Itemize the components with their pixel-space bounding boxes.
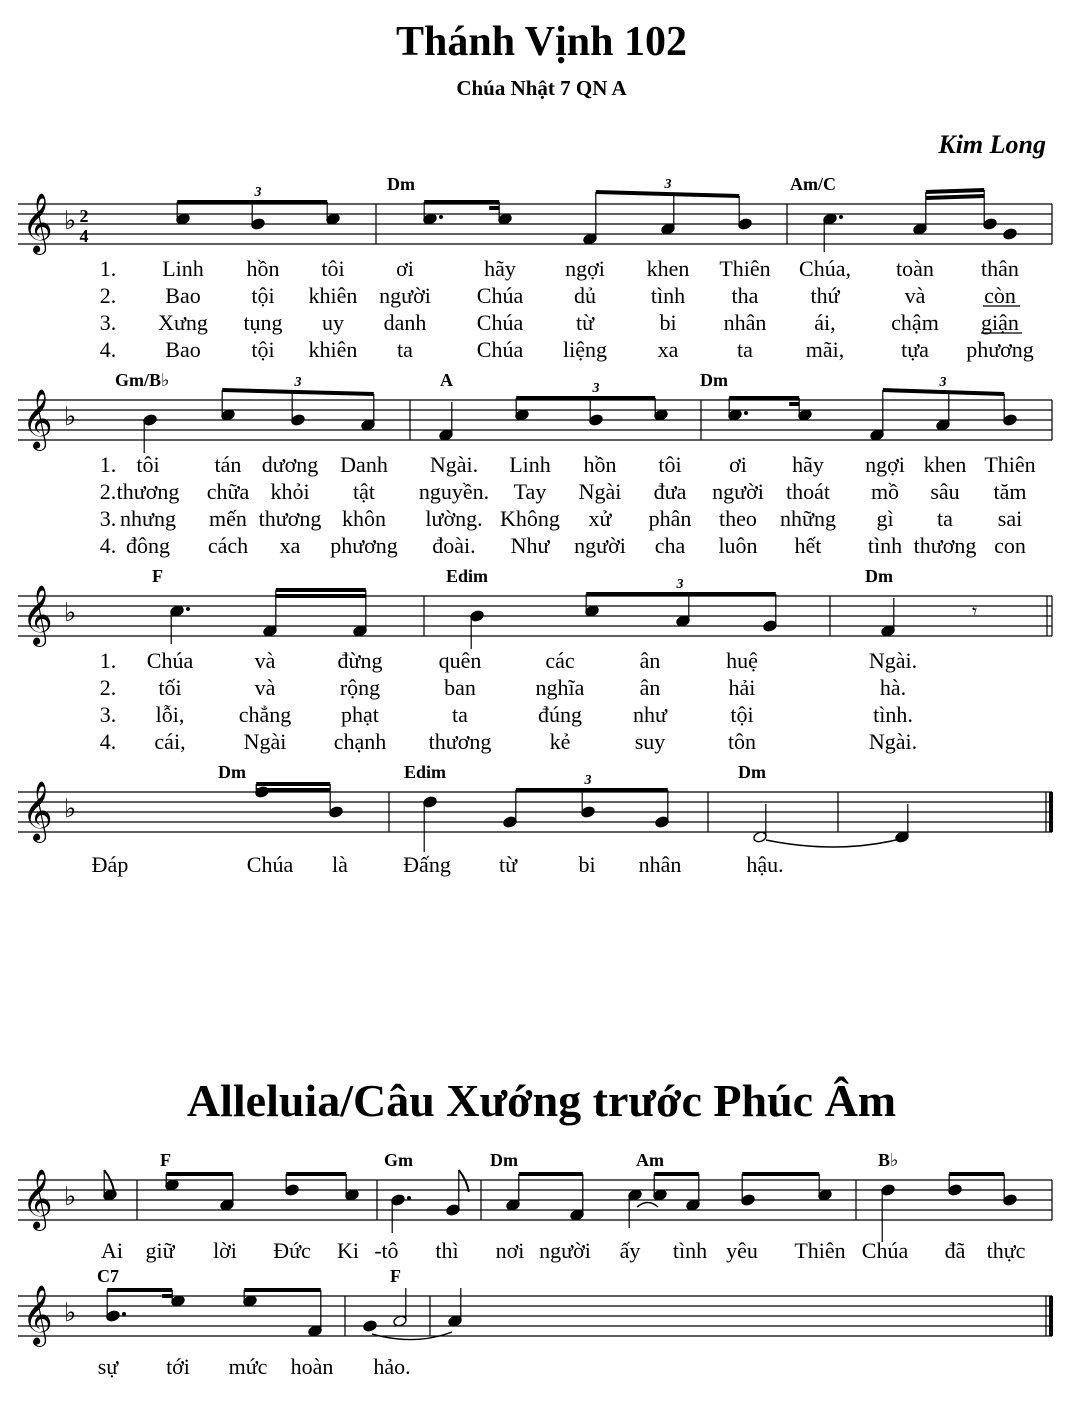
note-head: [423, 213, 438, 226]
lyric-syllable: Đức: [273, 1238, 311, 1263]
lyric-syllable: Chúa: [476, 337, 524, 362]
lyric-syllable: sự: [97, 1354, 119, 1379]
note-head: [423, 796, 438, 809]
lyric-syllable: chẳng: [238, 702, 292, 727]
lyric-syllable: uy: [322, 310, 344, 335]
lyric-syllable: theo: [719, 506, 757, 531]
alleluia-staff-2: [18, 1285, 1052, 1347]
note-head: [446, 1204, 461, 1217]
lyric-syllable: ta: [452, 702, 468, 727]
lyric-syllable: người: [379, 283, 431, 308]
lyric-syllable: 1.: [99, 256, 117, 281]
lyric-syllable: tới: [166, 1354, 190, 1379]
lyric-syllable: Ki: [337, 1238, 359, 1263]
beam: [926, 196, 984, 198]
lyric-syllable: cha: [654, 533, 686, 558]
lyric-syllable: nghĩa: [535, 675, 585, 700]
chord-symbol: F: [390, 1266, 401, 1286]
lyric-syllable: tôi: [136, 452, 160, 477]
note-head: [345, 1189, 360, 1202]
lyric-syllable: 4.: [99, 729, 117, 754]
alleluia-staff-1: [18, 1169, 1052, 1231]
lyric-syllable: cái,: [154, 729, 186, 754]
lyric-syllable: người: [539, 1238, 591, 1263]
lyric-syllable: tô: [381, 1238, 399, 1263]
lyric-syllable: phương: [330, 533, 398, 558]
lyric-syllable: 2.: [99, 479, 117, 504]
note-head: [326, 213, 341, 226]
lyric-syllable: nguyền.: [418, 479, 490, 504]
lyric-syllable: Xưng: [158, 310, 208, 335]
lyric-syllable: Chúa: [861, 1238, 909, 1263]
beam: [883, 390, 1004, 394]
lyric-syllable: và: [904, 283, 926, 308]
lyric-syllable: hết: [794, 533, 822, 558]
lyric-syllable: Đấng: [403, 852, 451, 877]
lyric-syllable: thực: [986, 1238, 1026, 1263]
lyric-syllable: tình.: [873, 702, 913, 727]
flag: [104, 1170, 114, 1192]
note-head: [570, 1209, 585, 1222]
lyric-syllable: thì: [435, 1238, 459, 1263]
lyric-syllable: Bao: [165, 283, 201, 308]
note-head: [243, 1295, 258, 1308]
note-head: [983, 218, 998, 231]
flat-icon: ♭: [64, 1298, 77, 1328]
lyric-syllable: lỗi,: [155, 702, 185, 727]
triplet-mark: 3: [939, 375, 947, 390]
lyric-syllable: tựa: [901, 337, 929, 362]
lyric-syllable: ban: [444, 675, 476, 700]
note-head: [763, 620, 778, 633]
lyric-syllable: 2.: [99, 675, 117, 700]
lyric-syllable: Đáp: [91, 852, 129, 877]
lyric-syllable: hồn: [583, 452, 617, 477]
lyric-syllable: thân: [981, 256, 1019, 281]
lyric-syllable: liệng: [563, 337, 607, 362]
lyric-syllable: 3.: [99, 702, 117, 727]
lyric-syllable: Chúa: [246, 852, 294, 877]
note-head: [728, 409, 743, 422]
lyric-syllable: ơi: [729, 452, 747, 477]
note-head: [913, 223, 928, 236]
lyric-syllable: -: [374, 1238, 382, 1263]
lyric-syllable: Như: [510, 533, 550, 558]
lyric-syllable: người: [712, 479, 764, 504]
beam: [926, 190, 984, 192]
staff-1: [18, 193, 1052, 255]
beam: [596, 192, 739, 196]
triplet-mark: 3: [664, 177, 672, 192]
lyric-syllable: mồ: [870, 479, 900, 504]
lyric-syllable: dương: [261, 452, 319, 477]
lyric-syllable: đừng: [337, 648, 383, 673]
lyric-syllable: ấy: [619, 1238, 641, 1263]
note-head: [291, 414, 306, 427]
chord-symbol: F: [152, 566, 163, 586]
note-head: [936, 419, 951, 432]
lyric-syllable: xa: [657, 337, 679, 362]
note-head: [361, 419, 376, 432]
note-head: [1003, 1194, 1018, 1207]
lyric-syllable: nơi: [495, 1238, 525, 1263]
lyric-syllable: tăm: [993, 479, 1027, 504]
lyric-syllable: Thiên: [984, 452, 1036, 477]
note-head: [653, 1189, 668, 1202]
lyric-syllable: tán: [214, 452, 242, 477]
flat-icon: ♭: [64, 402, 77, 432]
lyric-syllable: kẻ: [549, 729, 571, 754]
lyric-syllable: Ngài.: [868, 648, 918, 673]
lyric-syllable: con: [994, 533, 1026, 558]
staff-3: [18, 585, 1052, 647]
triplet-mark: 3: [254, 185, 262, 200]
lyric-syllable: từ: [498, 852, 518, 877]
lyric-syllable: lời: [213, 1238, 237, 1263]
note-head: [285, 1184, 300, 1197]
lyric-syllable: luôn: [718, 533, 758, 558]
lyric-syllable: các: [545, 648, 575, 673]
lyric-syllable: nhân: [723, 310, 767, 335]
lyric-syllable: sai: [997, 506, 1023, 531]
lyric-syllable: những: [780, 506, 836, 531]
lyric-syllable: Chúa: [476, 283, 524, 308]
note-head: [221, 409, 236, 422]
lyric-syllable: Thiên: [794, 1238, 846, 1263]
lyric-syllable: thoát: [786, 479, 830, 504]
chord-symbol: Edim: [446, 566, 489, 586]
dot: [186, 607, 190, 611]
lyric-syllable: mãi,: [805, 337, 845, 362]
dot: [839, 215, 843, 219]
lyric-syllable: khen: [923, 452, 967, 477]
treble-clef-icon: 𝄞: [22, 1285, 53, 1345]
treble-clef-icon: 𝄞: [22, 1169, 53, 1229]
lyric-syllable: chạnh: [333, 729, 387, 754]
lyric-syllable: tội: [251, 337, 275, 362]
note-head: [881, 625, 896, 638]
lyric-syllable: ân: [639, 675, 661, 700]
note-head: [881, 1184, 896, 1197]
chord-symbol: Dm: [738, 762, 766, 782]
lyric-syllable: Thiên: [719, 256, 771, 281]
lyric-syllable: thương: [116, 479, 180, 504]
lyric-syllable: tôn: [727, 729, 757, 754]
note-head: [741, 1194, 756, 1207]
lyric-syllable: đã: [944, 1238, 966, 1263]
note-head: [1003, 414, 1018, 427]
lyric-syllable: tôi: [321, 256, 345, 281]
eighth-rest-icon: 𝄾: [972, 599, 978, 623]
lyric-syllable: và: [254, 675, 276, 700]
treble-clef-icon: 𝄞: [22, 193, 53, 253]
note-head: [353, 625, 368, 638]
lyric-syllable: hảo.: [373, 1354, 411, 1379]
flat-icon: ♭: [64, 1182, 77, 1212]
note-head: [220, 1199, 235, 1212]
lyric-syllable: tình: [650, 283, 686, 308]
note-head: [654, 409, 669, 422]
lyric-syllable: Ngài: [578, 479, 622, 504]
note-head: [143, 414, 158, 427]
note-head: [753, 831, 768, 844]
lyric-syllable: mến: [209, 506, 247, 531]
lyric-syllable: tình: [672, 1238, 708, 1263]
note-head: [738, 218, 753, 231]
lyric-syllable: 4.: [99, 337, 117, 362]
chord-symbol: Dm: [700, 370, 728, 390]
tie: [766, 840, 896, 847]
chord-symbol: Am/C: [790, 174, 836, 194]
lyric-syllable: Ai: [101, 1238, 123, 1263]
lyric-syllable: hậu.: [746, 852, 784, 877]
note-head: [583, 233, 598, 246]
lyric-syllable: Ngài.: [429, 452, 479, 477]
lyric-syllable: hải: [728, 675, 756, 700]
lyric-syllable: chậm: [891, 310, 939, 335]
note-head: [628, 1189, 643, 1202]
lyric-syllable: hồn: [246, 256, 280, 281]
lyric-syllable: tối: [158, 675, 182, 700]
flat-icon: ♭: [64, 598, 77, 628]
tie: [637, 1203, 658, 1208]
lyric-syllable: sâu: [930, 479, 960, 504]
lyric-syllable: 4.: [99, 533, 117, 558]
note-head: [308, 1325, 323, 1338]
dot: [439, 215, 443, 219]
note-head: [895, 831, 910, 844]
note-head: [106, 1310, 121, 1323]
lyric-syllable: phạt: [341, 702, 379, 727]
lyric-syllable: xử: [588, 506, 612, 531]
lyric-syllable: tha: [731, 283, 759, 308]
lyric-syllable: người: [574, 533, 626, 558]
lyric-syllable: từ: [575, 310, 595, 335]
lyric-syllable: lường.: [425, 506, 483, 531]
beam: [222, 390, 374, 394]
lyric-syllable: tội: [251, 283, 275, 308]
note-head: [391, 1194, 406, 1207]
lyric-syllable: hãy: [484, 256, 516, 281]
note-head: [948, 1184, 963, 1197]
lyric-syllable: Tay: [513, 479, 547, 504]
lyric-syllable: hãy: [792, 452, 824, 477]
lyric-syllable: Linh: [509, 452, 551, 477]
note-head: [506, 1199, 521, 1212]
triplet-mark: 3: [294, 375, 302, 390]
lyric-syllable: Danh: [340, 452, 388, 477]
lyric-syllable: Bao: [165, 337, 201, 362]
lyric-syllable: tôi: [658, 452, 682, 477]
note-head: [498, 213, 513, 226]
lyric-syllable: như: [633, 702, 667, 727]
dot: [744, 411, 748, 415]
lyric-syllable: Không: [500, 506, 560, 531]
lyric-syllable: tình: [867, 533, 903, 558]
lyric-syllable: ta: [937, 506, 953, 531]
lyric-syllable: ơi: [396, 256, 414, 281]
lyric-syllable: hoàn: [290, 1354, 334, 1379]
note-head: [176, 213, 191, 226]
note-head: [165, 1179, 180, 1192]
lyric-syllable: xa: [279, 533, 301, 558]
lyric-syllable: ta: [397, 337, 413, 362]
song-title: Thánh Vịnh 102: [395, 19, 688, 65]
lyric-syllable: khiên: [308, 337, 358, 362]
final-barline: [1049, 792, 1053, 832]
lyric-syllable: 1.: [99, 452, 117, 477]
chord-symbol: Dm: [218, 762, 246, 782]
chord-symbol: F: [160, 1150, 171, 1170]
lyric-syllable: ái,: [814, 310, 836, 335]
lyric-syllable: Chúa,: [799, 256, 851, 281]
lyric-syllable: yêu: [726, 1238, 758, 1263]
alleluia-title: Alleluia/Câu Xướng trước Phúc Âm: [186, 1075, 897, 1126]
note-head: [171, 1295, 186, 1308]
lyric-syllable: gì: [876, 506, 894, 531]
lyric-syllable: bi: [578, 852, 596, 877]
lyric-syllable: Linh: [162, 256, 204, 281]
note-head: [581, 806, 596, 819]
treble-clef-icon: 𝄞: [22, 585, 53, 645]
lyric-syllable: 3.: [99, 310, 117, 335]
triplet-mark: 3: [592, 381, 600, 396]
lyric-syllable: Chúa: [146, 648, 194, 673]
lyric-syllable: khen: [646, 256, 690, 281]
note-head: [818, 1189, 833, 1202]
lyric-syllable: cách: [207, 533, 249, 558]
lyric-syllable: ngợi: [865, 452, 905, 477]
note-head: [515, 409, 530, 422]
lyric-syllable: huệ: [726, 648, 758, 673]
flat-icon: ♭: [64, 206, 77, 236]
lyric-syllable: Ngài.: [868, 729, 918, 754]
lyric-syllable: và: [254, 648, 276, 673]
note-head: [655, 816, 670, 829]
note-head: [1003, 228, 1018, 241]
note-head: [329, 806, 344, 819]
note-head: [448, 1315, 463, 1328]
lyric-syllable: ân: [639, 648, 661, 673]
lyric-syllable: dủ: [574, 283, 596, 308]
lyric-syllable: thương: [428, 729, 492, 754]
lyric-syllable: danh: [383, 310, 427, 335]
chord-symbol: B♭: [878, 1150, 899, 1170]
note-head: [170, 605, 185, 618]
lyric-syllable: 1.: [99, 648, 117, 673]
lyric-syllable: quên: [438, 648, 482, 673]
lyric-syllable: bi: [659, 310, 677, 335]
lyric-syllable: là: [332, 852, 348, 877]
note-head: [676, 615, 691, 628]
chord-symbol: Dm: [387, 174, 415, 194]
lyric-syllable: thương: [258, 506, 322, 531]
lyric-syllable: 3.: [99, 506, 117, 531]
lyric-syllable: mức: [228, 1354, 268, 1379]
lyric-syllable: khôn: [342, 506, 386, 531]
note-head: [263, 625, 278, 638]
time-signature-bottom: 4: [79, 226, 89, 246]
lyric-syllable: giữ: [145, 1238, 175, 1263]
lyric-syllable: phân: [648, 506, 692, 531]
lyric-syllable: suy: [634, 729, 666, 754]
lyric-syllable: toàn: [896, 256, 934, 281]
dot: [122, 1312, 126, 1316]
lyric-syllable: hà.: [879, 675, 907, 700]
lyric-syllable: 2.: [99, 283, 117, 308]
treble-clef-icon: 𝄞: [22, 781, 53, 841]
lyric-syllable: tật: [353, 479, 375, 504]
chord-symbol: A: [440, 370, 453, 390]
lyric-syllable: đoài.: [432, 533, 476, 558]
final-barline: [1049, 1296, 1053, 1336]
note-head: [798, 409, 813, 422]
note-head: [589, 414, 604, 427]
note-head: [503, 816, 518, 829]
dot: [407, 1196, 411, 1200]
chord-symbol: C7: [97, 1266, 119, 1286]
lyric-syllable: khỏi: [270, 479, 310, 504]
lyric-syllable: tội: [730, 702, 754, 727]
lyric-syllable: đưa: [653, 479, 687, 504]
triplet-mark: 3: [676, 577, 684, 592]
chord-symbol: Gm/B♭: [115, 370, 170, 390]
lyric-syllable: đúng: [538, 702, 582, 727]
note-head: [470, 610, 485, 623]
chord-symbol: Dm: [865, 566, 893, 586]
lyric-syllable: Chúa: [476, 310, 524, 335]
lyric-syllable: chữa: [206, 479, 250, 504]
chord-symbol: Am: [636, 1150, 664, 1170]
note-head: [439, 429, 454, 442]
note-head: [686, 1199, 701, 1212]
flat-icon: ♭: [64, 794, 77, 824]
note-head: [103, 1189, 118, 1202]
lyric-syllable: thứ: [810, 283, 840, 308]
lyric-syllable: ta: [737, 337, 753, 362]
chord-symbol: Edim: [404, 762, 447, 782]
composer-name: Kim Long: [938, 130, 1046, 159]
lyric-syllable: phương: [966, 337, 1034, 362]
note-head: [661, 223, 676, 236]
note-head: [363, 1320, 378, 1333]
lyric-syllable: Ngài: [243, 729, 287, 754]
note-head: [585, 605, 600, 618]
chord-symbol: Dm: [490, 1150, 518, 1170]
note-head: [393, 1315, 408, 1328]
lyric-syllable: khiên: [308, 283, 358, 308]
lyric-syllable: ngợi: [565, 256, 605, 281]
song-subtitle: Chúa Nhật 7 QN A: [456, 76, 627, 100]
lyric-syllable: nhân: [638, 852, 682, 877]
lyric-syllable: giận: [981, 310, 1019, 335]
lyric-syllable: rộng: [339, 675, 381, 700]
note-head: [251, 218, 266, 231]
note-head: [870, 429, 885, 442]
triplet-mark: 3: [584, 773, 592, 788]
chord-symbol: Gm: [384, 1150, 413, 1170]
lyric-syllable: nhưng: [120, 506, 176, 531]
lyric-syllable: tụng: [243, 310, 283, 335]
treble-clef-icon: 𝄞: [22, 389, 53, 449]
lyric-syllable: còn: [984, 283, 1016, 308]
lyric-syllable: đông: [126, 533, 170, 558]
note-head: [823, 213, 838, 226]
lyric-syllable: thương: [913, 533, 977, 558]
time-signature-top: 2: [79, 206, 89, 226]
